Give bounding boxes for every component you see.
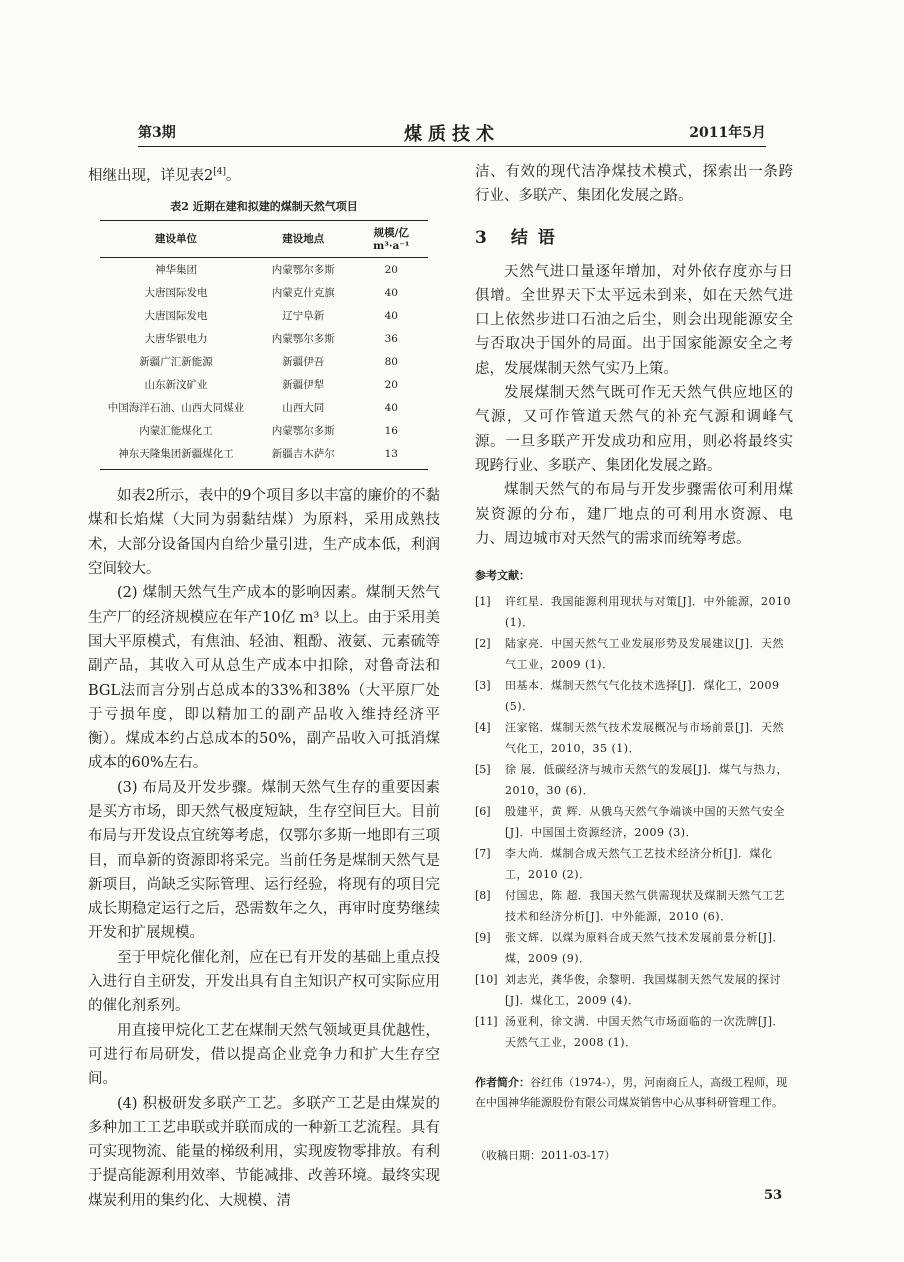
header-unit: 建设单位 xyxy=(100,221,252,258)
reference-text: 汪家铭．煤制天然气技术发展概况与市场前景[J]．天然气化工，2010，35 (1)． xyxy=(505,721,784,756)
intro-text: 相继出现，详见表2 xyxy=(88,167,214,184)
header-location: 建设地点 xyxy=(252,221,355,258)
intro-end: 。 xyxy=(225,167,241,184)
cell-unit: 新疆广汇新能源 xyxy=(139,356,213,369)
reference-text: 张文辉．以煤为原料合成天然气技术发展前景分析[J]．煤，2009 (9)． xyxy=(505,931,784,966)
reference-item xyxy=(475,1011,793,1053)
author-bio-text: 谷红伟（1974-），男，河南商丘人，高级工程师，现在中国神华能源股份有限公司煤炭销售中心从事科研管理工作。 xyxy=(475,1076,788,1110)
reference-number: [8] xyxy=(475,889,491,903)
reference-number: [11] xyxy=(475,1015,498,1029)
reference-text: 陆家亮．中国天然气工业发展形势及发展建议[J]．天然气工业，2009 (1)． xyxy=(505,637,784,672)
journal-title: 煤质技术 xyxy=(404,124,500,145)
table-row xyxy=(100,419,428,442)
cell-location: 山西大同 xyxy=(282,402,325,415)
references-title: 参考文献： xyxy=(475,569,530,583)
header-scale: 规模/亿 m³·a⁻¹ xyxy=(355,221,428,258)
body-paragraph: (2) 煤制天然气生产成本的影响因素。煤制天然气生产厂的经济规模应在年产10亿 m³ 以上。由于采用美国大平原模式，有焦油、轻油、粗酚、液氨、元素硫等副产品，其收入可从总生产成本中扣除，对鲁奇法和BGL法而言分别占总成本的33%和38%（大平原厂处于亏损年度，即以精加工的副产品收入维持经济平衡）。煤成本约占总成本的50%，副产品收入可抵消煤成本的60%左右。 xyxy=(88,585,440,772)
cell-location: 内蒙鄂尔多斯 xyxy=(271,425,335,438)
table-title: 表2 近期在建和拟建的煤制天然气项目 xyxy=(170,200,358,214)
reference-item xyxy=(475,843,793,885)
cell-scale: 36 xyxy=(384,332,398,345)
cell-unit: 中国海洋石油、山西大同煤业 xyxy=(107,402,245,415)
body-paragraph: (3) 布局及开发步骤。煤制天然气生存的重要因素是买方市场，即天然气极度短缺，生存空间巨大。目前布局与开发设点宜统筹考虑，仅鄂尔多斯一地即有三项目，而阜新的资源即将采完。当前任务是煤制天然气是新项目，尚缺乏实际管理、运行经验，将现有的项目完成长期稳定运行之后，恐需数年之久，再审时度势继续开发和扩展规模。 xyxy=(88,779,440,942)
cell-unit: 内蒙汇能煤化工 xyxy=(139,425,213,438)
reference-number: [5] xyxy=(475,763,491,777)
projects-table xyxy=(100,220,428,470)
table-row xyxy=(100,396,428,419)
reference-item xyxy=(475,675,793,717)
table-row xyxy=(100,258,428,282)
citation-ref: [4] xyxy=(213,167,226,177)
reference-item xyxy=(475,885,793,927)
cell-scale: 16 xyxy=(384,424,398,437)
reference-item xyxy=(475,717,793,759)
body-paragraph: 至于甲烷化催化剂，应在已有开发的基础上重点投入进行自主研发，开发出具有自主知识产权可实际应用的催化剂系列。 xyxy=(88,949,440,1015)
conclusion-paragraph: 煤制天然气的布局与开发步骤需依可利用煤炭资源的分布，建厂地点的可利用水资源、电力、周边城市对天然气的需求而统筹考虑。 xyxy=(475,482,793,547)
right-column xyxy=(475,160,793,1163)
cell-location: 辽宁阜新 xyxy=(282,310,325,323)
reference-text: 田基本．煤制天然气气化技术选择[J]．煤化工，2009 (5)． xyxy=(505,679,780,714)
body-paragraph: 用直接甲烷化工艺在煤制天然气领域更具优越性，可进行布局研发，借以提高企业竞争力和扩大生存空间。 xyxy=(88,1022,440,1088)
reference-text: 付国忠，陈 超．我国天然气供需现状及煤制天然气工艺技术和经济分析[J]．中外能源，2010 (6)． xyxy=(505,889,785,924)
issue-date: 2011年5月 xyxy=(689,125,766,141)
reference-item xyxy=(475,801,793,843)
author-bio xyxy=(475,1073,793,1113)
cell-scale: 80 xyxy=(384,355,398,368)
cell-location: 新疆伊犁 xyxy=(282,379,325,392)
cell-scale: 40 xyxy=(384,401,398,414)
cell-location: 新疆伊吾 xyxy=(282,356,325,369)
reference-text: 汤亚利，徐文满．中国天然气市场面临的一次洗牌[J]．天然气工业，2008 (1)． xyxy=(505,1015,784,1050)
reference-number: [6] xyxy=(475,805,491,819)
table-row xyxy=(100,304,428,327)
conclusion-paragraph: 发展煤制天然气既可作无天然气供应地区的气源，又可作管道天然气的补充气源和调峰气源。一旦多联产开发成功和应用，则必将最终实现跨行业、多联产、集团化发展之路。 xyxy=(475,385,793,474)
reference-item xyxy=(475,759,793,801)
cell-unit: 神东天隆集团新疆煤化工 xyxy=(100,442,252,470)
cell-scale: 40 xyxy=(384,309,398,322)
conclusion-paragraph: 天然气进口量逐年增加，对外依存度亦与日俱增。全世界天下太平远未到来，如在天然气进口上依然步进口石油之后尘，则会出现能源安全与否取决于国外的局面。出于国家能源安全之考虑，发展煤制天然气实乃上策。 xyxy=(475,263,793,377)
continued-paragraph: 洁、有效的现代洁净煤技术模式，探索出一条跨行业、多联产、集团化发展之路。 xyxy=(475,164,793,205)
cell-unit: 大唐国际发电 xyxy=(144,310,208,323)
table-row xyxy=(100,442,428,470)
author-bio-label: 作者简介： xyxy=(475,1076,530,1090)
cell-unit: 山东新汶矿业 xyxy=(144,379,208,392)
reference-number: [4] xyxy=(475,721,491,735)
left-column xyxy=(88,160,440,1213)
reference-text: 徐 展．低碳经济与城市天然气的发展[J]．煤气与热力，2010，30 (6)． xyxy=(505,763,788,798)
section-number: 3 xyxy=(475,227,489,248)
body-paragraph: (4) 积极研发多联产工艺。多联产工艺是由煤炭的多种加工工艺串联或并联而成的一种新工艺流程。具有可实现物流、能量的梯级利用，实现废物零排放。有利于提高能源利用效率、节能减排、改善环境。最终实现煤炭利用的集约化、大规模、清 xyxy=(88,1095,440,1209)
section-heading xyxy=(475,223,793,248)
cell-scale: 13 xyxy=(355,442,428,470)
reference-item xyxy=(475,927,793,969)
cell-unit: 大唐国际发电 xyxy=(144,287,208,300)
reference-number: [7] xyxy=(475,847,491,861)
reference-text: 殷建平，黄 辉．从俄乌天然气争端谈中国的天然气安全[J]．中国国土资源经济，2009 (3)． xyxy=(505,805,785,840)
cell-location: 内蒙克什克旗 xyxy=(271,287,335,300)
table-row xyxy=(100,327,428,350)
cell-location: 新疆吉木萨尔 xyxy=(252,442,355,470)
reference-number: [3] xyxy=(475,679,491,693)
reference-number: [9] xyxy=(475,931,491,945)
running-header xyxy=(138,120,766,147)
reference-text: 李大尚．煤制合成天然气工艺技术经济分析[J]．煤化工，2010 (2)． xyxy=(505,847,773,882)
table-header-row xyxy=(100,221,428,258)
section-title: 结 语 xyxy=(510,227,557,248)
cell-unit: 神华集团 xyxy=(154,264,197,277)
body-paragraph: 如表2所示，表中的9个项目多以丰富的廉价的不黏煤和长焰煤（大同为弱黏结煤）为原料，采用成熟技术，大部分设备国内自给少量引进，生产成本低，利润空间较大。 xyxy=(88,488,440,578)
cell-scale: 20 xyxy=(384,378,398,391)
cell-scale: 20 xyxy=(384,263,398,276)
cell-location: 内蒙鄂尔多斯 xyxy=(271,333,335,346)
intro-paragraph xyxy=(88,160,440,188)
cell-scale: 40 xyxy=(384,286,398,299)
page-number: 53 xyxy=(764,1188,783,1203)
reference-text: 许红星．我国能源利用现状与对策[J]．中外能源，2010 (1)． xyxy=(505,595,791,630)
reference-number: [10] xyxy=(475,973,498,987)
reference-number: [1] xyxy=(475,595,491,609)
table-row xyxy=(100,373,428,396)
reference-item xyxy=(475,969,793,1011)
reference-number: [2] xyxy=(475,637,491,651)
received-date: （收稿日期：2011-03-17） xyxy=(475,1149,616,1163)
reference-text: 刘志光，龚华俊，余黎明．我国煤制天然气发展的探讨[J]．煤化工，2009 (4)． xyxy=(505,973,781,1008)
table-row xyxy=(100,281,428,304)
cell-unit: 大唐华银电力 xyxy=(144,333,208,346)
issue-number: 第3期 xyxy=(138,125,176,141)
cell-location: 内蒙鄂尔多斯 xyxy=(271,264,335,277)
table-row xyxy=(100,350,428,373)
reference-item xyxy=(475,633,793,675)
references-list xyxy=(475,591,793,1053)
reference-item xyxy=(475,591,793,633)
